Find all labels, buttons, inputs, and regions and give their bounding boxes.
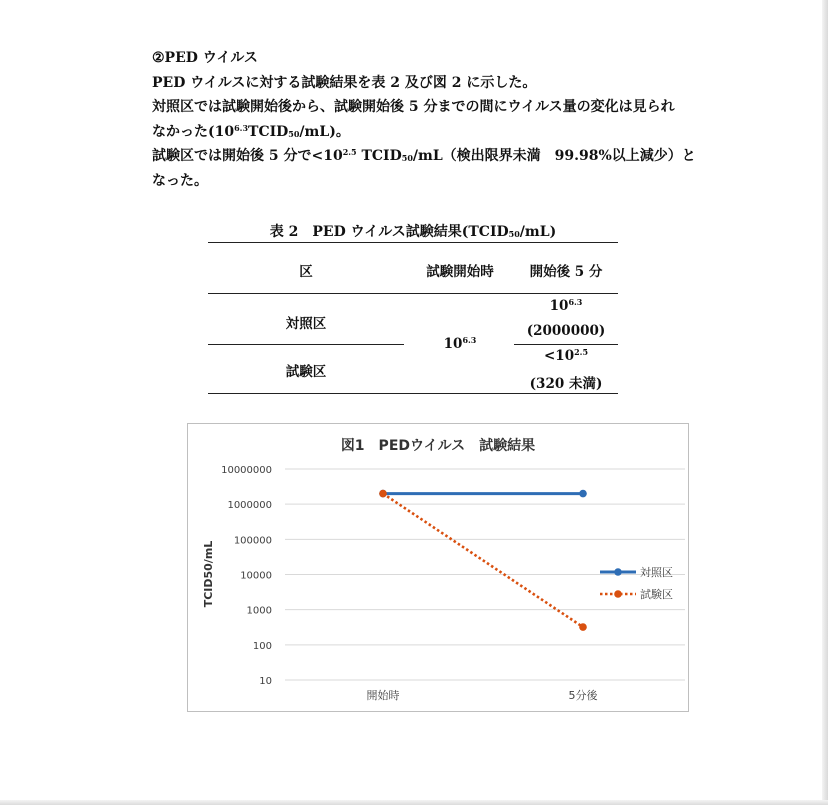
- page-edge-right: [822, 0, 828, 805]
- table-bottom-rule: [208, 393, 618, 394]
- subscript: 50: [288, 128, 300, 139]
- text-run: /mL): [519, 224, 557, 240]
- y-tick-label: 10000000: [221, 465, 272, 476]
- paragraph-3-line-1: [152, 144, 722, 169]
- subscript: 50: [508, 229, 520, 239]
- table-header-start: 試験開始時: [426, 264, 494, 280]
- table-row-label: 対照区: [285, 316, 327, 332]
- y-tick-label: 100000: [233, 535, 272, 547]
- page-edge-bottom: [0, 800, 828, 805]
- y-axis-label: TCID50/mL: [202, 540, 215, 608]
- body-text: [152, 46, 722, 194]
- legend-label: 試験区: [640, 588, 673, 601]
- text-run: なかった(10: [152, 123, 235, 140]
- legend-swatch-marker: [614, 590, 622, 598]
- data-point: [579, 490, 587, 498]
- x-tick-label: 開始時: [366, 689, 400, 702]
- table-caption: [208, 221, 618, 241]
- text-run: 表 2 PED ウイルス試験結果(TCID: [269, 224, 509, 240]
- grid-lines: [285, 469, 685, 680]
- y-tick-label: 1000: [246, 605, 272, 617]
- paragraph-3-line-2: なった。: [152, 172, 208, 189]
- data-point: [379, 490, 387, 498]
- legend: [600, 566, 673, 601]
- table-row-divider-left: [208, 344, 404, 345]
- legend-label: 対照区: [640, 566, 673, 579]
- table-row-divider-right: [514, 344, 618, 345]
- text-run: /mL（検出限界未満 99.98%以上減少）と: [412, 148, 696, 165]
- table-top-rule: [208, 242, 618, 243]
- table-header-group: 区: [299, 264, 313, 280]
- chart-title: 図1 PEDウイルス 試験結果: [340, 438, 536, 454]
- data-point: [579, 623, 587, 631]
- superscript: 2.5: [342, 147, 357, 158]
- y-tick-labels: [221, 465, 272, 687]
- section-heading: ②PED ウイルス: [152, 50, 258, 66]
- x-tick-label: 5分後: [568, 689, 598, 702]
- superscript: 6.3: [234, 122, 249, 133]
- chart-canvas: [188, 424, 688, 711]
- text-run: 10: [549, 298, 569, 314]
- text-run: <10: [543, 348, 575, 364]
- x-category-labels: [367, 688, 599, 702]
- subscript: 50: [401, 153, 413, 164]
- table-cell-note: (2000000): [526, 323, 606, 339]
- chart: [187, 423, 689, 712]
- paragraph-1: PED ウイルスに対する試験結果を表 2 及び図 2 に示した。: [152, 74, 537, 91]
- table-cell-value: [514, 298, 618, 314]
- paragraph-2-line-1: 対照区では試験開始後から、試験開始後 5 分までの間にウイルス量の変化は見られ: [152, 99, 675, 116]
- table-row-label: 試験区: [285, 364, 327, 380]
- legend-swatch-marker: [614, 568, 622, 576]
- y-tick-label: 1000000: [227, 500, 272, 512]
- text-run: 10: [443, 336, 463, 352]
- text-run: /mL)。: [299, 123, 350, 140]
- superscript: 2.5: [574, 347, 589, 357]
- text-run: TCID: [248, 123, 289, 140]
- superscript: 6.3: [568, 297, 583, 307]
- y-tick-label: 100: [252, 640, 272, 652]
- table-cell-note: (320 未満): [529, 376, 603, 392]
- text-run: 試験区では開始後 5 分で<10: [152, 148, 343, 165]
- superscript: 6.3: [462, 335, 477, 345]
- y-tick-label: 10000: [240, 570, 272, 582]
- table-header-rule: [208, 293, 618, 294]
- paragraph-2-line-2: [152, 120, 722, 145]
- table-cell-start-value: [420, 336, 500, 352]
- text-run: TCID: [356, 148, 402, 165]
- y-tick-label: 10: [259, 676, 272, 687]
- series-line-1: [383, 494, 583, 627]
- table-cell-value: [514, 348, 618, 364]
- table-header-after: 開始後 5 分: [529, 264, 603, 280]
